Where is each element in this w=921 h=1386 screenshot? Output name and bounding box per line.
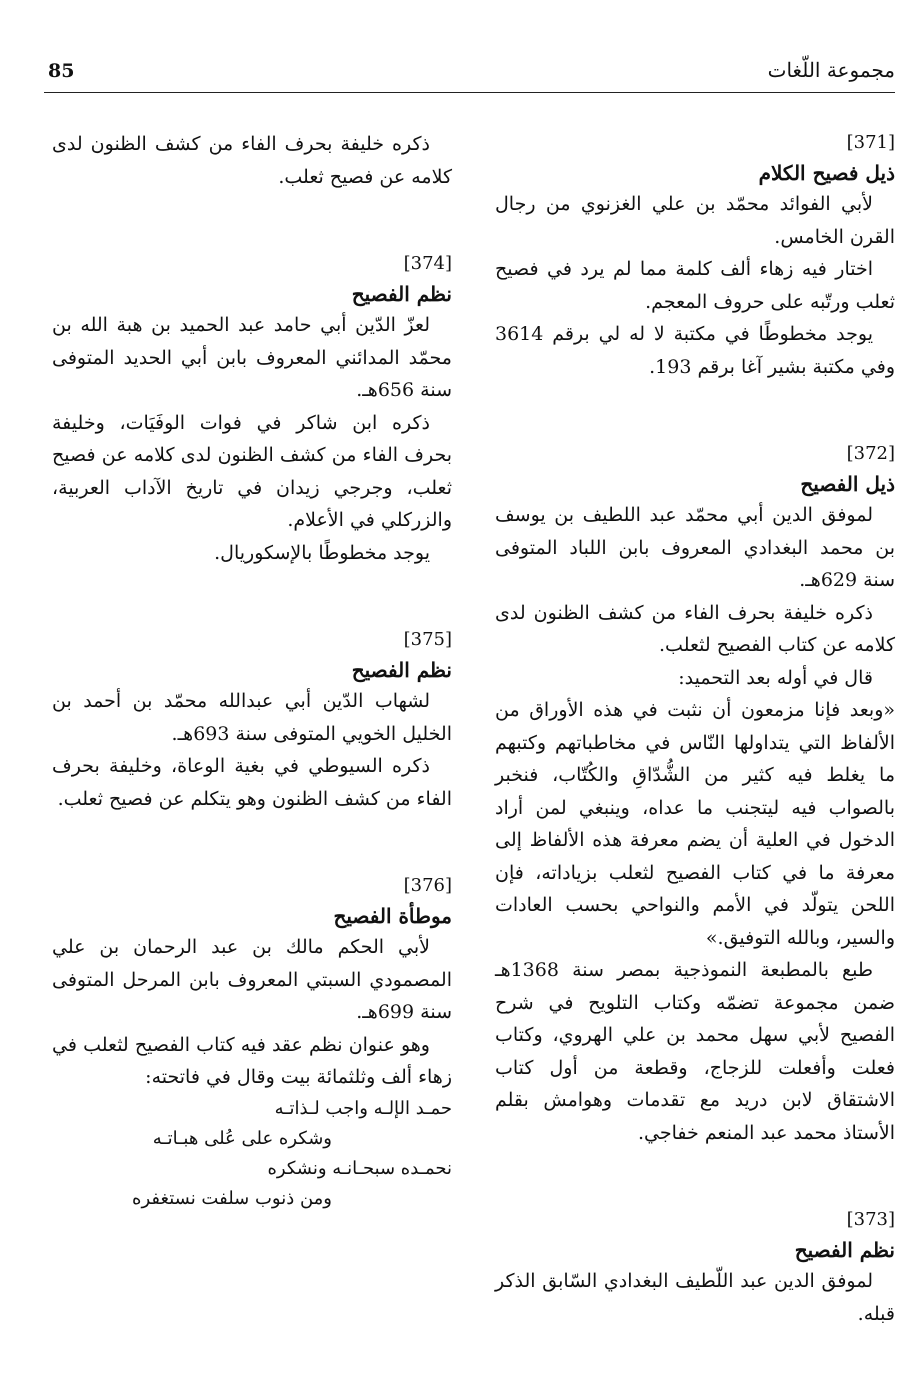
paragraph: يوجد مخطوطًا في مكتبة لا له لي برقم 3614 وفي مكتبة بشير آغا برقم 193. xyxy=(495,323,895,378)
paragraph: ذكره السيوطي في بغية الوعاة، وخليفة بحرف الفاء من كشف الظنون وهو يتكلم عن فصيح ثعلب. xyxy=(52,755,452,810)
entry-376 xyxy=(52,871,452,1214)
verse-line xyxy=(52,1154,452,1184)
paragraph: يوجد مخطوطًا بالإسكوريال. xyxy=(214,541,430,564)
entry-title: ذيل فصيح الكلام xyxy=(758,161,895,185)
paragraph: لعزّ الدّين أبي حامد عبد الحميد بن هبة الله بن محمّد المدائني المعروف بابن أبي الحديد المتوفى سنة 656هـ. xyxy=(52,314,452,401)
paragraph: ذكره خليفة بحرف الفاء من كشف الظنون لدى كلامه عن فصيح ثعلب. xyxy=(52,133,452,188)
entry-title: موطأة الفصيح xyxy=(333,904,452,928)
verse-line xyxy=(52,1184,452,1214)
entry-number: [375] xyxy=(403,629,452,650)
hemistich: نحمـده سبحـانـه ونشكره xyxy=(267,1157,452,1179)
page-number: 85 xyxy=(48,60,75,82)
verse-line xyxy=(52,1124,452,1154)
paragraph: لموفق الدين عبد اللّطيف البغدادي السّابق الذكر قبله. xyxy=(495,1270,895,1325)
entry-373 xyxy=(495,1205,895,1330)
paragraph: اختار فيه زهاء ألف كلمة مما لم يرد في فصيح ثعلب ورتّبه على حروف المعجم. xyxy=(495,258,895,313)
hemistich: ومن ذنوب سلفت نستغفره xyxy=(132,1187,332,1209)
left-column xyxy=(52,128,452,1270)
entry-title: نظم الفصيح xyxy=(351,282,452,306)
paragraph: وهو عنوان نظم عقد فيه كتاب الفصيح لثعلب في زهاء ألف وثلثمائة بيت وقال في فاتحته: xyxy=(52,1033,452,1088)
entry-375 xyxy=(52,625,452,815)
paragraph: لأبي الفوائد محمّد بن علي الغزنوي من رجال القرن الخامس. xyxy=(495,193,895,248)
entry-title: ذيل الفصيح xyxy=(800,472,895,496)
entry-374 xyxy=(52,249,452,569)
paragraph: قال في أوله بعد التحميد: xyxy=(678,666,873,689)
entry-title: نظم الفصيح xyxy=(351,658,452,682)
running-title: مجموعة اللّغات xyxy=(767,58,895,82)
continuation-block xyxy=(52,128,452,193)
entry-number: [372] xyxy=(846,443,895,464)
entry-number: [371] xyxy=(846,132,895,153)
entry-number: [374] xyxy=(403,253,452,274)
right-column xyxy=(495,128,895,1386)
paragraph: لموفق الدين أبي محمّد عبد اللطيف بن يوسف بن محمد البغدادي المعروف بابن اللباد المتوفى سنة 629هـ. xyxy=(495,504,895,591)
paragraph: طبع بالمطبعة النموذجية بمصر سنة 1368هـ ضمن مجموعة تضمّه وكتاب التلويح في شرح الفصيح لأبي سهل محمد بن علي الهروي، وكتاب فعلت وأفعلت للزجاج، وقطعة من أول كتاب الاشتقاق لابن دريد مع تقدمات وهوامش بقلم الأستاذ محمد عبد المنعم خفاجي. xyxy=(495,959,895,1144)
quotation: «وبعد فإنا مزمعون أن نثبت في هذه الأوراق من الألفاظ التي يتداولها النّاس في مخاطباتهم وكتبهم ما يغلط فيه كثير من الشُّدّاقِ والكُتّاب، فنخبر بالصواب فيه ليتجنب ما عداه، وينبغي لمن أراد الدخول في العلية أن يضم معرفة هذه الألفاظ إلى معرفة ما في كتاب الفصيح لثعلب بزياداته، فإن اللحن يتولّد في الأمم والنواحي بحسب العادات والسير، وبالله التوفيق.» xyxy=(495,699,895,949)
entry-number: [373] xyxy=(846,1209,895,1230)
page-header xyxy=(44,52,895,93)
paragraph: لأبي الحكم مالك بن عبد الرحمان بن علي المصمودي السبتي المعروف بابن المرحل المتوفى سنة 699هـ. xyxy=(52,936,452,1023)
paragraph: ذكره خليفة بحرف الفاء من كشف الظنون لدى كلامه عن كتاب الفصيح لثعلب. xyxy=(495,601,895,656)
hemistich: حمـد الإلـه واجب لـذاتـه xyxy=(274,1097,452,1119)
entry-371 xyxy=(495,128,895,383)
hemistich: وشكره على عُلى هبـاتـه xyxy=(152,1127,332,1149)
paragraph: ذكره ابن شاكر في فوات الوفَيَات، وخليفة بحرف الفاء من كشف الظنون لدى كلامه عن فصيح ثعلب، وجرجي زيدان في تاريخ الآداب العربية، والزركلي في الأعلام. xyxy=(52,411,452,531)
entry-number: [376] xyxy=(403,875,452,896)
verse-line xyxy=(52,1094,452,1124)
paragraph: لشهاب الدّين أبي عبدالله محمّد بن أحمد بن الخليل الخويي المتوفى سنة 693هـ. xyxy=(52,690,452,745)
entry-372 xyxy=(495,439,895,1149)
entry-title: نظم الفصيح xyxy=(794,1238,895,1262)
